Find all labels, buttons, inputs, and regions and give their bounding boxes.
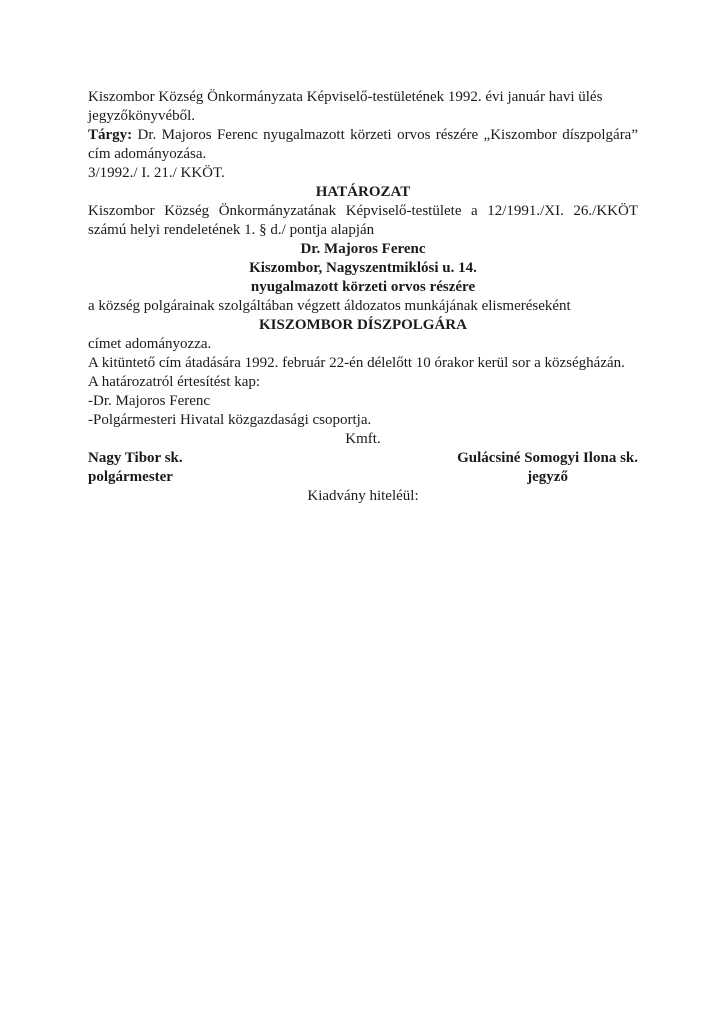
signature-left — [88, 449, 183, 487]
signature-right-title: jegyző — [527, 469, 568, 485]
signature-right-name: Gulácsiné Somogyi Ilona sk. — [457, 450, 638, 466]
recipient-block — [88, 240, 638, 297]
document-body — [88, 88, 638, 506]
reference-number: 3/1992./ I. 21./ KKÖT. — [88, 165, 225, 181]
notification-block — [88, 373, 638, 430]
notification-item: -Polgármesteri Hivatal közgazdasági csoportja. — [88, 412, 372, 428]
recipient-name: Dr. Majoros Ferenc — [300, 241, 426, 257]
resolution-heading: HATÁROZAT — [315, 184, 411, 200]
recipient-role: nyugalmazott körzeti orvos részére — [250, 279, 476, 295]
subject-paragraph — [88, 126, 638, 164]
closing-kmft: Kmft. — [345, 431, 381, 447]
notification-intro: A határozatról értesítést kap: — [88, 374, 261, 390]
honorary-title-heading: KISZOMBOR DÍSZPOLGÁRA — [259, 317, 467, 333]
signature-row — [88, 449, 638, 487]
ceremony-paragraph: A kitüntető cím átadására 1992. február 22-én délelőtt 10 órakor kerül sor a községházán. — [88, 355, 625, 371]
signature-right — [457, 449, 638, 487]
award-paragraph: címet adományozza. — [88, 336, 212, 352]
signature-left-name: Nagy Tibor sk. — [88, 450, 183, 466]
recipient-address: Kiszombor, Nagyszentmiklósi u. 14. — [249, 260, 477, 276]
subject-text: Dr. Majoros Ferenc nyugalmazott körzeti orvos részére „Kiszombor díszpolgára” cím adományozása. — [88, 127, 638, 162]
notification-item: -Dr. Majoros Ferenc — [88, 393, 211, 409]
legal-basis-paragraph: Kiszombor Község Önkormányzatának Képviselő-testülete a 12/1991./XI. 26./KKÖT számú helyi rendeletének 1. § d./ pontja alapján — [88, 203, 638, 238]
opening-paragraph: Kiszombor Község Önkormányzata Képviselő-testületének 1992. évi január havi ülés jegyzőkönyvéből. — [88, 89, 603, 124]
recognition-paragraph: a község polgárainak szolgáltában végzett áldozatos munkájának elismeréseként — [88, 298, 571, 314]
subject-label: Tárgy: — [88, 127, 133, 143]
signature-left-title: polgármester — [88, 469, 173, 485]
attestation-line: Kiadvány hiteléül: — [307, 488, 419, 504]
